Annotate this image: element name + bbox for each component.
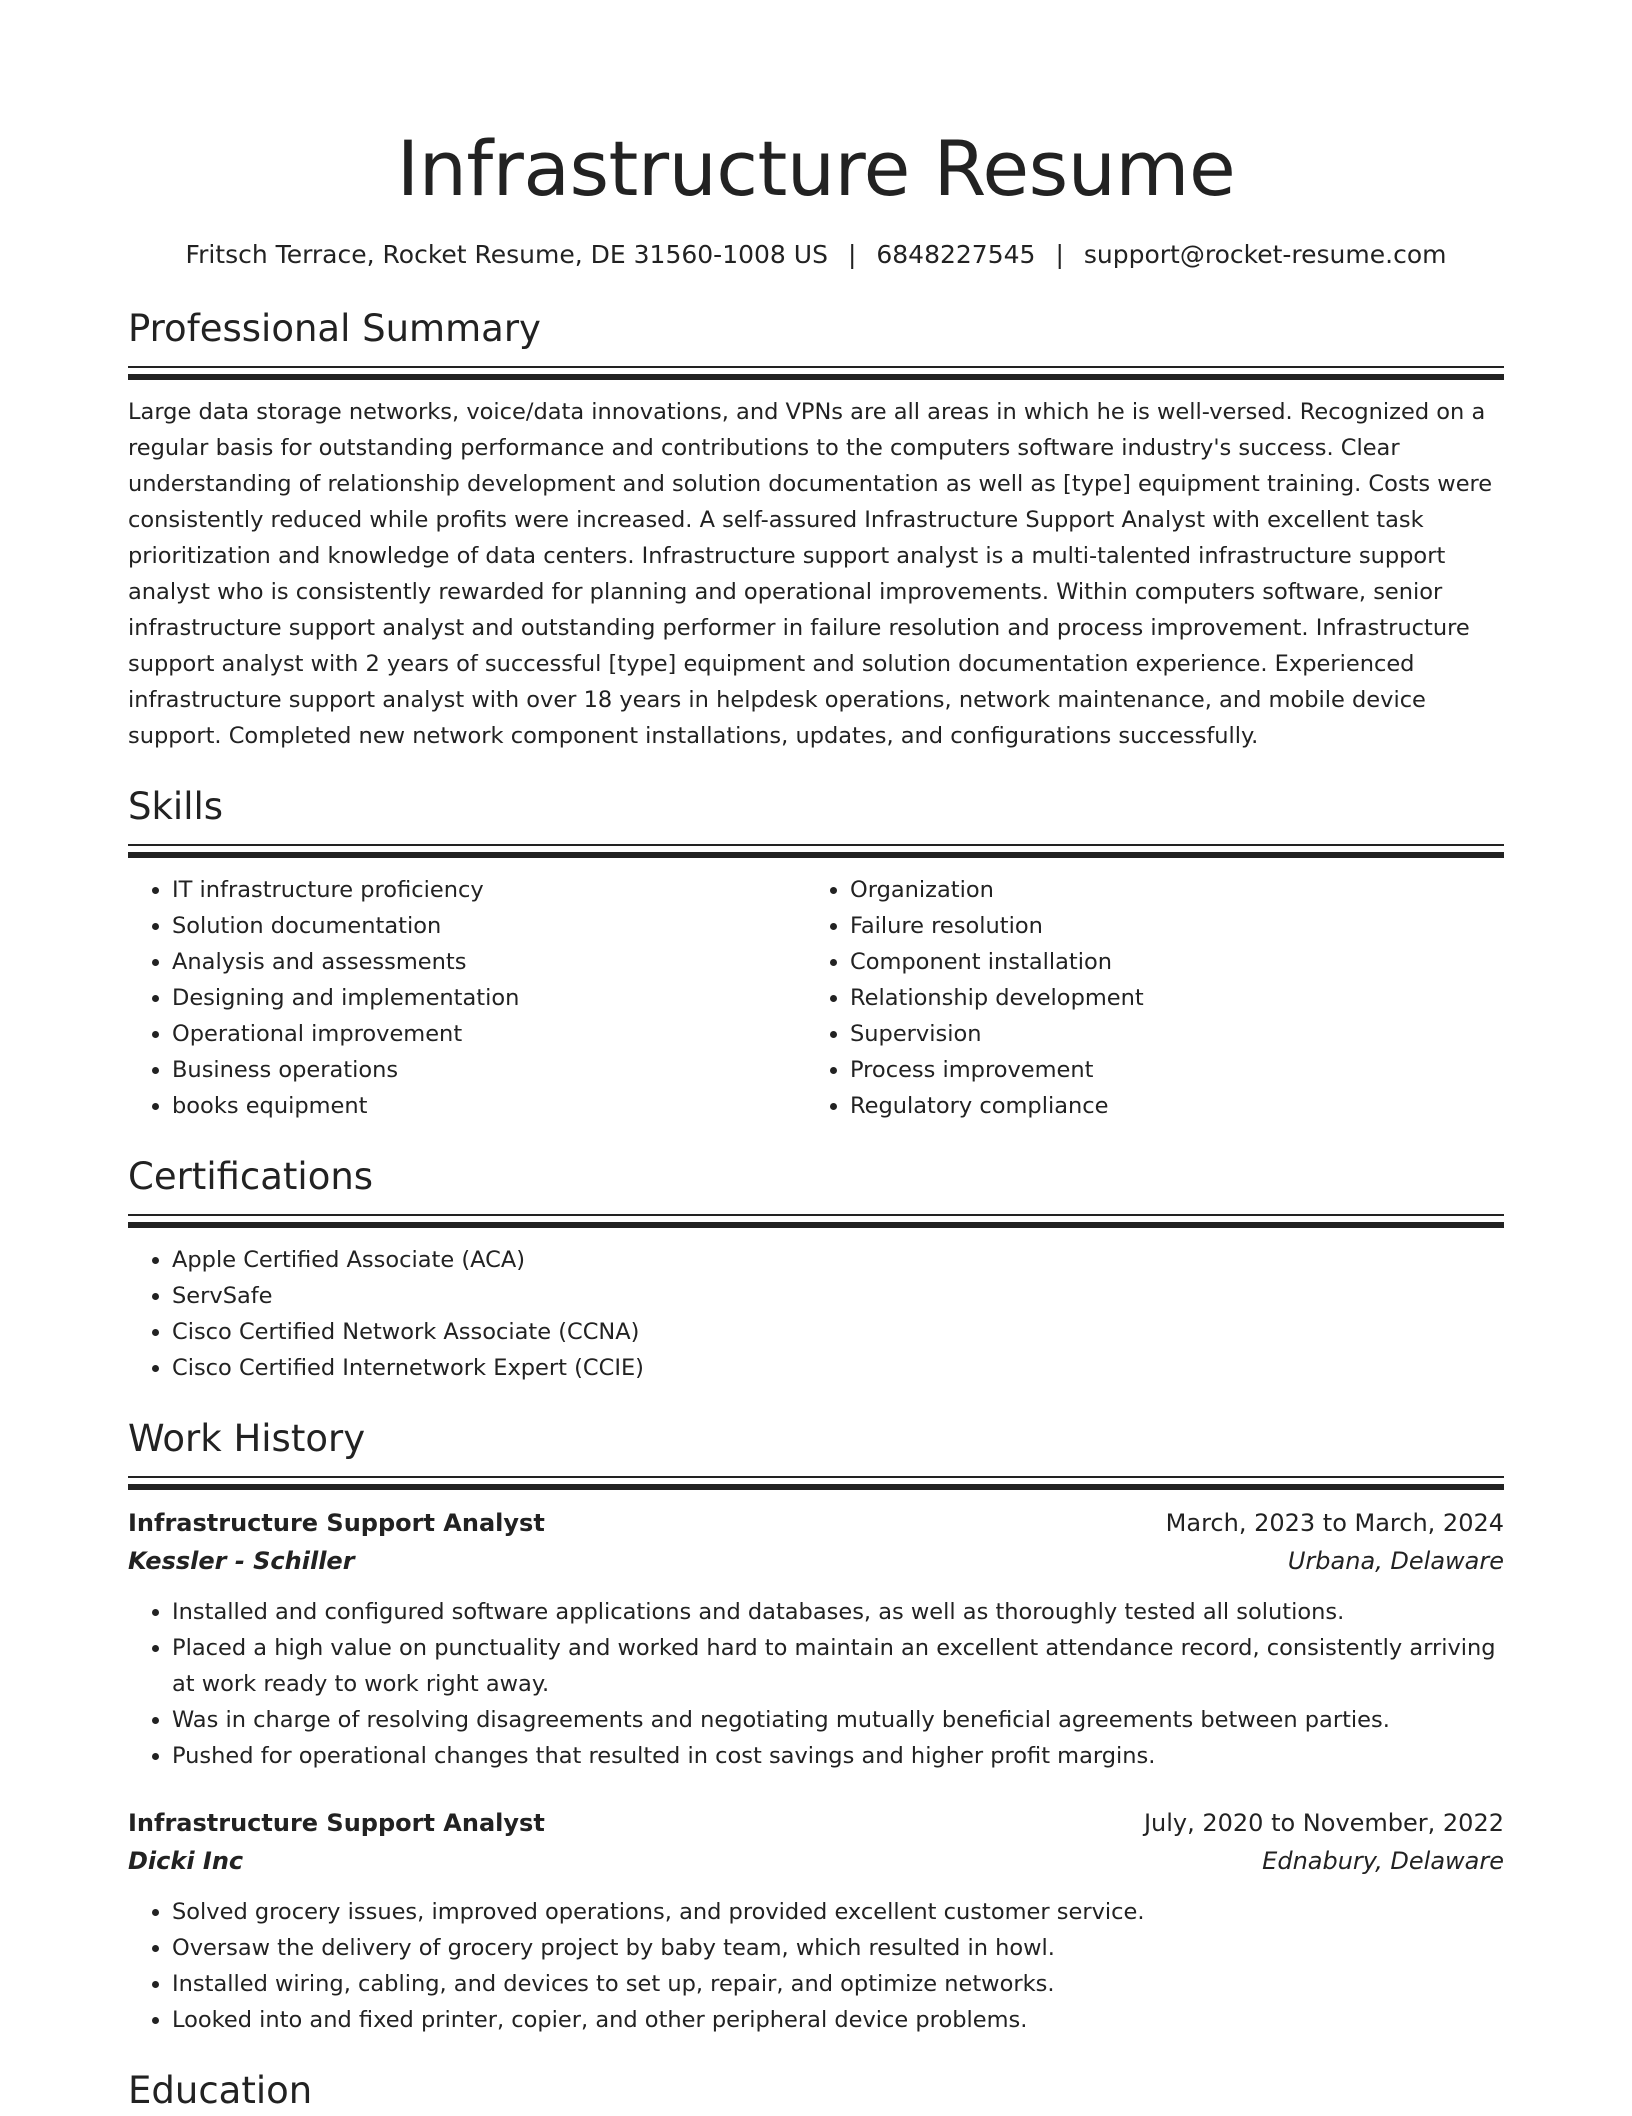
job-bullet: • Installed and configured software applications and databases, as well as thoroughly tested all solutions. (172, 1594, 1504, 1630)
summary-text: Large data storage networks, voice/data innovations, and VPNs are all areas in which he is well-versed. Recognized on a regular basis for outstanding performance and contributions to the computers software industry's success. Clear understanding of relationship development and solution documentation as well as [type] equipment training. Costs were consistently reduced while profits were increased. A self-assured Infrastructure Support Analyst with excellent task prioritization and knowledge of data centers. Infrastructure support analyst is a multi-talented infrastructure support analyst who is consistently rewarded for planning and operational improvements. Within computers software, senior infrastructure support analyst and outstanding performer in failure resolution and process improvement. Infrastructure support analyst with 2 years of successful [type] equipment and solution documentation experience. Experienced infrastructure support analyst with over 18 years in helpdesk operations, network maintenance, and mobile device support. Completed new network component installations, updates, and configurations successfully. (128, 399, 1493, 749)
skill-item: • Operational improvement (172, 1016, 806, 1052)
contact-phone: 6848227545 (876, 240, 1036, 269)
skills-heading: Skills (128, 785, 224, 828)
job-bullet: • Placed a high value on punctuality and worked hard to maintain an excellent attendance record, consistently arriving at work ready to work right away. (172, 1630, 1504, 1702)
skill-item: • Analysis and assessments (172, 944, 806, 980)
contact-separator: | (1055, 240, 1064, 269)
job-title: Infrastructure Support Analyst (128, 1509, 545, 1537)
certification-item: • Cisco Certified Network Associate (CCNA) (172, 1314, 1504, 1350)
skills-grid (128, 872, 1504, 1124)
education-heading: Education (128, 2069, 313, 2112)
job-dates: March, 2023 to March, 2024 (1165, 1509, 1504, 1537)
section-divider (128, 1214, 1504, 1228)
contact-separator: | (847, 240, 857, 269)
skills-section (128, 782, 1504, 1124)
contact-line (128, 238, 1504, 272)
job-bullets (128, 1894, 1504, 2038)
skill-item: • Supervision (850, 1016, 1484, 1052)
certifications-section (128, 1152, 1504, 1386)
job-header-row (128, 1504, 1504, 1542)
work-history-heading: Work History (128, 1417, 366, 1460)
certification-item: • ServSafe (172, 1278, 1504, 1314)
skill-item: • books equipment (172, 1088, 806, 1124)
contact-address: Fritsch Terrace, Rocket Resume, DE 31560-1008 US (185, 240, 828, 269)
skill-item: • Relationship development (850, 980, 1484, 1016)
skill-item: • Business operations (172, 1052, 806, 1088)
certification-item: • Cisco Certified Internetwork Expert (CCIE) (172, 1350, 1504, 1386)
section-divider (128, 1476, 1504, 1490)
skills-column-left (128, 872, 806, 1124)
contact-email: support@rocket-resume.com (1083, 240, 1447, 269)
job-title: Infrastructure Support Analyst (128, 1809, 545, 1837)
job-subheader-row (128, 1842, 1504, 1880)
skill-item: • Failure resolution (850, 908, 1484, 944)
skill-item: • Designing and implementation (172, 980, 806, 1016)
summary-heading: Professional Summary (128, 307, 541, 350)
job-dates: July, 2020 to November, 2022 (1143, 1809, 1504, 1837)
job-company: Kessler - Schiller (128, 1547, 355, 1575)
certification-item: • Apple Certified Associate (ACA) (172, 1242, 1504, 1278)
job-bullet: • Looked into and fixed printer, copier, and other peripheral device problems. (172, 2002, 1504, 2038)
skill-item: • Component installation (850, 944, 1484, 980)
education-section (128, 2066, 1504, 2116)
job-bullet: • Oversaw the delivery of grocery project by baby team, which resulted in howl. (172, 1930, 1504, 1966)
job-bullets (128, 1594, 1504, 1774)
job-entry (128, 1504, 1504, 1774)
job-location: Ednabury, Delaware (1262, 1847, 1504, 1875)
job-bullet: • Pushed for operational changes that resulted in cost savings and higher profit margins. (172, 1738, 1504, 1774)
job-entry (128, 1804, 1504, 2038)
work-history-section (128, 1414, 1504, 2038)
job-bullet: • Was in charge of resolving disagreements and negotiating mutually beneficial agreements between parties. (172, 1702, 1504, 1738)
job-company: Dicki Inc (128, 1847, 244, 1875)
section-divider (128, 366, 1504, 380)
skill-item: • Solution documentation (172, 908, 806, 944)
skill-item: • Process improvement (850, 1052, 1484, 1088)
certifications-list (128, 1242, 1504, 1386)
skill-item: • Organization (850, 872, 1484, 908)
certifications-heading: Certifications (128, 1155, 374, 1198)
resume-page (128, 118, 1504, 2116)
job-header-row (128, 1804, 1504, 1842)
job-location: Urbana, Delaware (1287, 1547, 1504, 1575)
job-subheader-row (128, 1542, 1504, 1580)
job-bullet: • Solved grocery issues, improved operations, and provided excellent customer service. (172, 1894, 1504, 1930)
skills-column-right (806, 872, 1484, 1124)
summary-section (128, 304, 1504, 754)
skill-item: • IT infrastructure proficiency (172, 872, 806, 908)
section-divider (128, 844, 1504, 858)
job-bullet: • Installed wiring, cabling, and devices to set up, repair, and optimize networks. (172, 1966, 1504, 2002)
resume-title: Infrastructure Resume (396, 124, 1236, 213)
skill-item: • Regulatory compliance (850, 1088, 1484, 1124)
